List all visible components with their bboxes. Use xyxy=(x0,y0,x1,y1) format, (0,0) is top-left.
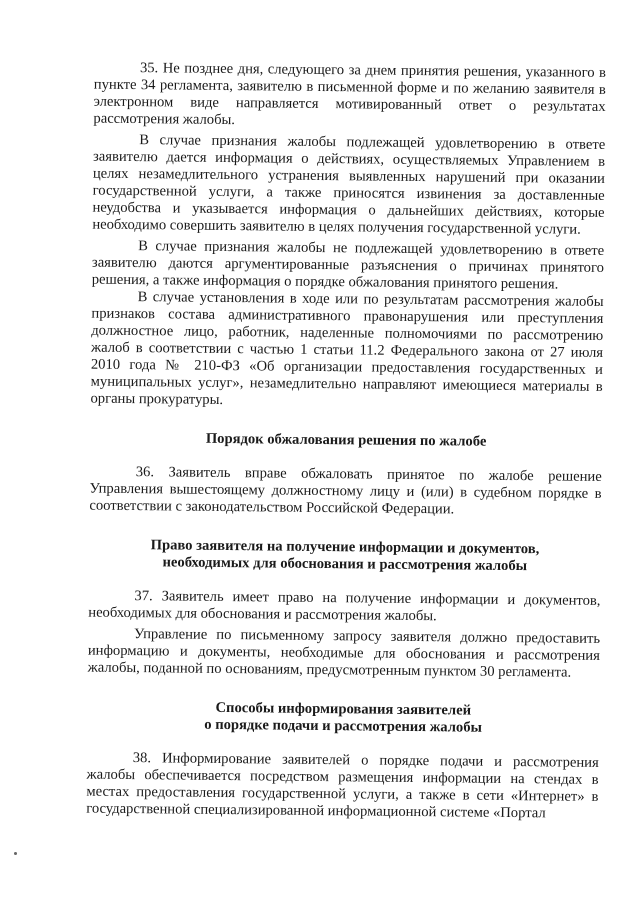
paragraph-37-request: Управление по письменному запросу заявителя должно предоставить информацию и документы, необходимые для обоснования и рассмотрения жалобы, поданной по основаниям, предусмотренным пунктом 30 регламента. xyxy=(87,626,601,681)
heading-appeal: Порядок обжалования решения по жалобе xyxy=(205,430,487,450)
paragraph-35-satisfied: В случае признания жалобы подлежащей удовлетворению в ответе заявителю дается информация о действиях, осуществляемых Управлением в целях незамедлительного устранения выявленных нарушений при оказании государственной услуги, а также приносятся извинения за доставленные неудобства и указывается информация о дальнейших действиях, которые необходимо совершить заявителю в целях получения государственной услуги. xyxy=(92,132,606,238)
paragraph-35-rejected: В случае признания жалобы не подлежащей удовлетворению в ответе заявителю даются аргументированные разъяснения о причинах принятого решения, а также информация о порядке обжалования принятого решения. xyxy=(91,238,605,293)
heading-inform-line-2: о порядке подачи и рассмотрения жалобы xyxy=(204,716,483,736)
scan-speck xyxy=(14,852,17,855)
paragraph-38: 38. Информирование заявителей о порядке подачи и рассмотрения жалобы обеспечивается посредством размещения информации на стендах в местах предоставления государственной услуги, а также в сети «Интернет» в государственной специализированной информационной системе «Портал xyxy=(86,750,599,822)
paragraph-35-prosecutor: В случае установления в ходе или по результатам рассмотрения жалобы признаков состава административного правонарушения или преступления должностное лицо, работник, наделенные полномочиями по рассмотрению жалоб в соответствии с частью 1 статьи 11.2 Федерального закона от 27 июля 2010 года № 210-ФЗ «Об организации предоставления государственных и муниципальных услуг», незамедлительно направляют имеющиеся материалы в органы прокуратуры. xyxy=(90,289,604,408)
paragraph-37: 37. Заявитель имеет право на получение информации и документов, необходимых для обоснования и рассмотрения жалобы. xyxy=(88,588,601,625)
heading-right-line-2: необходимых для обоснования и рассмотрения жалобы xyxy=(162,554,528,575)
heading-inform-line-1: Способы информирования заявителей xyxy=(215,699,472,719)
paragraph-35: 35. Не позднее дня, следующего за днем принятия решения, указанного в пункте 34 регламента, заявителю в письменной форме и по желанию заявителя в электронном виде направляется мотивированный ответ о результатах рассмотрения жалобы. xyxy=(93,60,607,129)
heading-right-line-1: Право заявителя на получение информации и документов, xyxy=(150,537,540,558)
paragraph-36: 36. Заявитель вправе обжаловать принятое по жалобе решение Управления вышестоящему должностному лицу и (или) в судебном порядке в соответствии с законодательством Российской Федерации. xyxy=(89,464,602,518)
